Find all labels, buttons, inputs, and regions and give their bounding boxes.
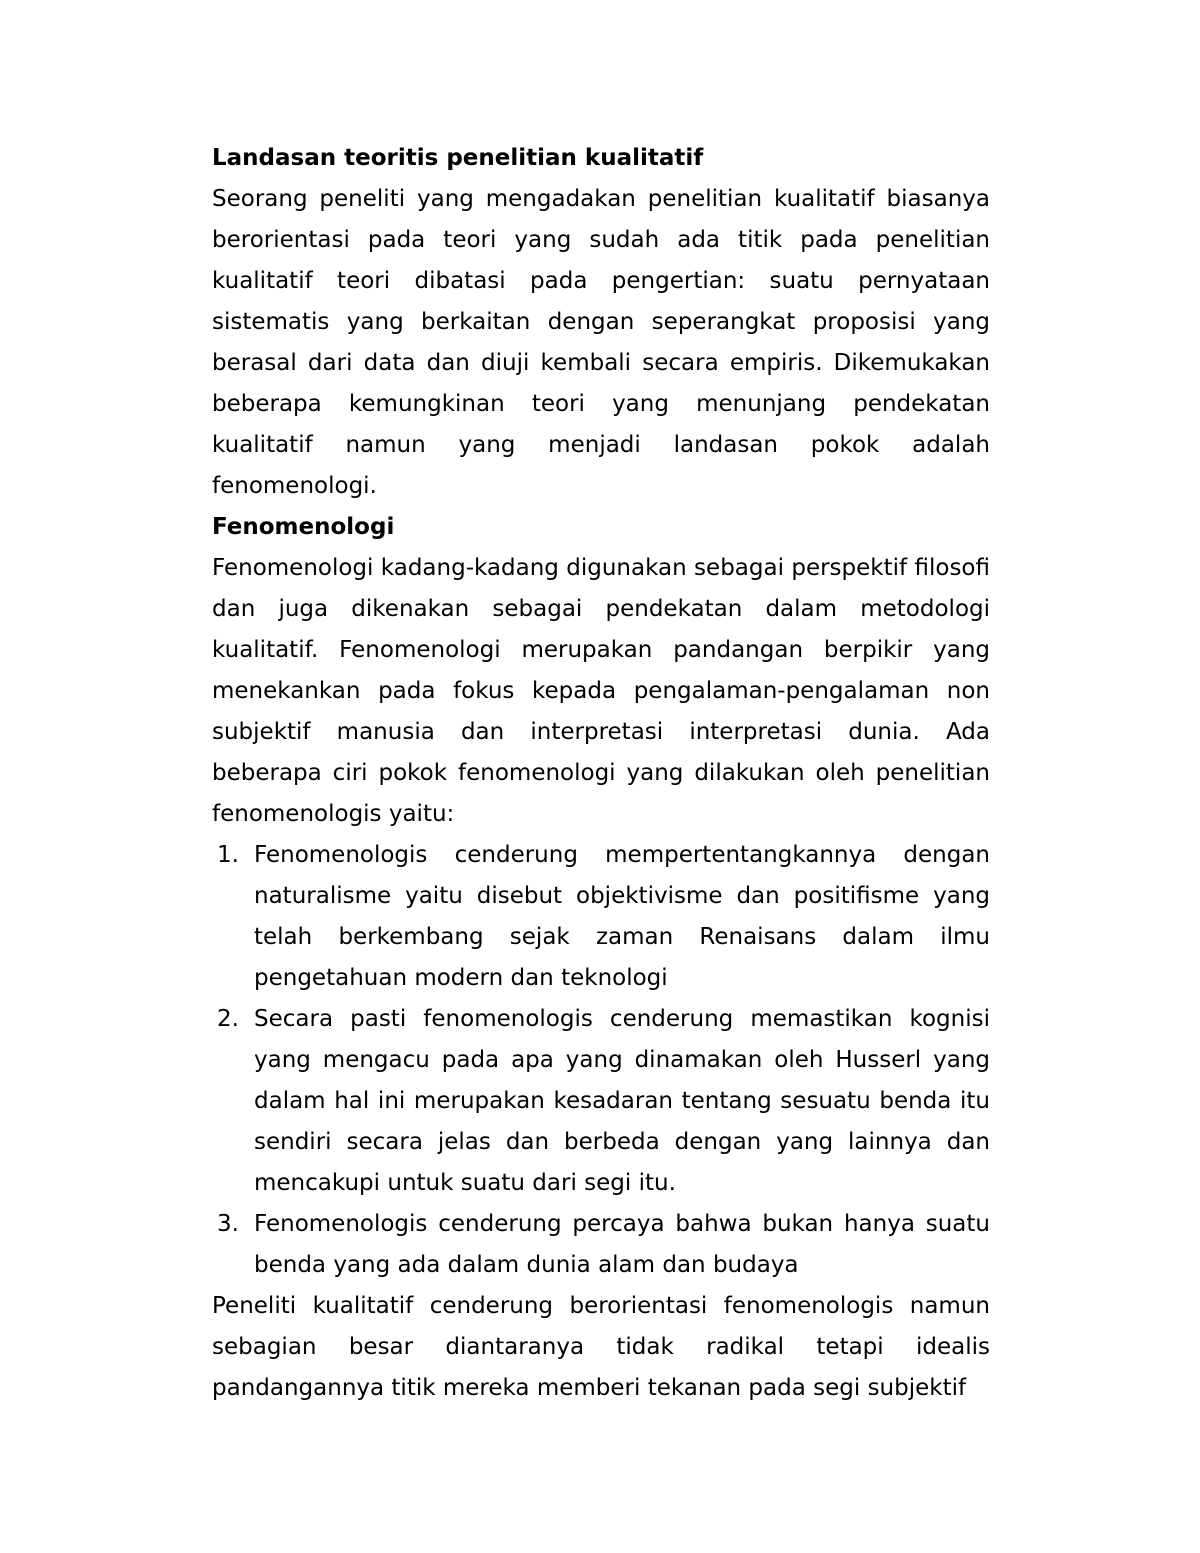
list-item-text: Fenomenologis cenderung percaya bahwa bukan hanya suatu benda yang ada dalam dunia alam dan budaya — [254, 1211, 990, 1278]
list-item-text: Secara pasti fenomenologis cenderung memastikan kognisi yang mengacu pada apa yang dinamakan oleh Husserl yang dalam hal ini merupakan kesadaran tentang sesuatu benda itu sendiri secara jelas dan berbeda dengan yang lainnya dan mencakupi untuk suatu dari segi itu. — [254, 1006, 990, 1196]
list-item — [212, 835, 990, 999]
paragraph-fenomenologi: Fenomenologi kadang-kadang digunakan sebagai perspektif filosofi dan juga dikenakan sebagai pendekatan dalam metodologi kualitatif. Fenomenologi merupakan pandangan berpikir yang menekankan pada fokus kepada pengalaman-pengalaman non subjektif manusia dan interpretasi interpretasi dunia. Ada beberapa ciri pokok fenomenologi yang dilakukan oleh penelitian fenomenologis yaitu: — [212, 555, 990, 827]
paragraph-closing: Peneliti kualitatif cenderung berorientasi fenomenologis namun sebagian besar diantaranya tidak radikal tetapi idealis pandangannya titik mereka memberi tekanan pada segi subjektif — [212, 1293, 990, 1401]
document-page — [212, 138, 990, 1409]
list-item — [212, 999, 990, 1204]
list-number: 3. — [217, 1211, 239, 1237]
numbered-list — [212, 835, 990, 1286]
section-heading-landasan: Landasan teoritis penelitian kualitatif — [212, 145, 704, 171]
paragraph-landasan: Seorang peneliti yang mengadakan penelitian kualitatif biasanya berorientasi pada teori yang sudah ada titik pada penelitian kualitatif teori dibatasi pada pengertian: suatu pernyataan sistematis yang berkaitan dengan seperangkat proposisi yang berasal dari data dan diuji kembali secara empiris. Dikemukakan beberapa kemungkinan teori yang menunjang pendekatan kualitatif namun yang menjadi landasan pokok adalah fenomenologi. — [212, 186, 990, 499]
list-item — [212, 1204, 990, 1286]
list-number: 1. — [217, 842, 239, 868]
list-number: 2. — [217, 1006, 239, 1032]
section-heading-fenomenologi: Fenomenologi — [212, 514, 395, 540]
list-item-text: Fenomenologis cenderung mempertentangkannya dengan naturalisme yaitu disebut objektivisme dan positifisme yang telah berkembang sejak zaman Renaisans dalam ilmu pengetahuan modern dan teknologi — [254, 842, 990, 991]
